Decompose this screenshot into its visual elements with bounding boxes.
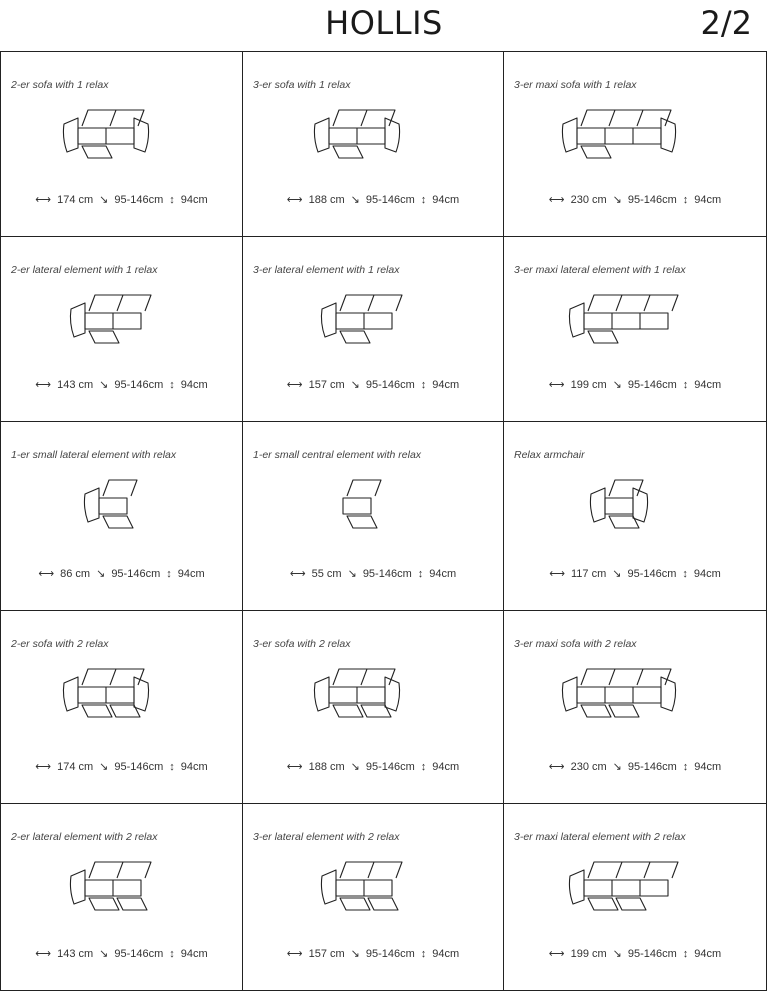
width-value: 86 cm — [60, 568, 91, 580]
product-name: 2-er lateral element with 1 relax — [11, 264, 158, 276]
arrow-diagonal-icon: ↘ — [350, 194, 360, 206]
height-value: 94cm — [432, 379, 460, 391]
depth-value: 95-146cm — [365, 194, 415, 206]
arrow-up-down-icon: ↕ — [417, 568, 424, 580]
depth-value: 95-146cm — [627, 379, 677, 391]
product-name: 3-er maxi lateral element with 1 relax — [514, 264, 686, 276]
sofa-drawing — [318, 289, 428, 356]
product-cell — [243, 237, 504, 422]
arrow-left-right-icon: ⟷ — [286, 948, 303, 960]
dimensions — [1, 193, 242, 206]
dimensions — [243, 378, 503, 391]
arrow-diagonal-icon: ↘ — [350, 761, 360, 773]
product-cell — [1, 611, 243, 804]
arrow-left-right-icon: ⟷ — [548, 194, 565, 206]
product-name: 2-er sofa with 1 relax — [11, 79, 109, 91]
page-number: 2/2 — [700, 4, 752, 42]
height-value: 94cm — [432, 761, 460, 773]
height-value: 94cm — [694, 379, 722, 391]
product-name: 2-er sofa with 2 relax — [11, 638, 109, 650]
sofa-drawing — [60, 663, 184, 730]
product-cell — [504, 52, 767, 237]
arrow-up-down-icon: ↕ — [169, 379, 175, 391]
depth-value: 95-146cm — [362, 568, 412, 580]
arrow-diagonal-icon: ↘ — [99, 379, 109, 391]
arrow-left-right-icon: ⟷ — [548, 761, 565, 773]
arrow-left-right-icon: ⟷ — [286, 761, 303, 773]
dimensions — [1, 567, 242, 580]
arrow-diagonal-icon: ↘ — [350, 379, 360, 391]
width-value: 199 cm — [570, 948, 607, 960]
arrow-diagonal-icon: ↘ — [347, 568, 357, 580]
product-cell — [1, 422, 243, 611]
height-value: 94cm — [180, 948, 208, 960]
arrow-diagonal-icon: ↘ — [612, 568, 622, 580]
width-value: 143 cm — [57, 948, 94, 960]
width-value: 55 cm — [311, 568, 342, 580]
width-value: 230 cm — [570, 194, 607, 206]
product-name: Relax armchair — [514, 449, 585, 461]
width-value: 188 cm — [308, 194, 345, 206]
arrow-diagonal-icon: ↘ — [99, 948, 109, 960]
width-value: 188 cm — [308, 761, 345, 773]
product-cell — [1, 237, 243, 422]
dimensions — [243, 567, 503, 580]
arrow-up-down-icon: ↕ — [682, 379, 689, 391]
arrow-diagonal-icon: ↘ — [96, 568, 106, 580]
depth-value: 95-146cm — [114, 194, 164, 206]
product-name: 3-er maxi sofa with 1 relax — [514, 79, 637, 91]
height-value: 94cm — [694, 761, 722, 773]
height-value: 94cm — [180, 761, 208, 773]
arrow-up-down-icon: ↕ — [682, 761, 689, 773]
width-value: 157 cm — [308, 379, 345, 391]
product-name: 3-er sofa with 2 relax — [253, 638, 351, 650]
arrow-up-down-icon: ↕ — [420, 194, 427, 206]
arrow-left-right-icon: ⟷ — [289, 568, 306, 580]
arrow-up-down-icon: ↕ — [682, 568, 688, 580]
depth-value: 95-146cm — [627, 194, 677, 206]
arrow-left-right-icon: ⟷ — [35, 194, 52, 206]
height-value: 94cm — [693, 568, 721, 580]
dimensions — [504, 378, 766, 391]
product-title: HOLLIS — [325, 4, 443, 42]
product-cell — [243, 52, 504, 237]
product-cell — [504, 237, 767, 422]
dimensions — [1, 378, 242, 391]
sofa-drawing — [67, 856, 177, 923]
dimensions — [504, 193, 766, 206]
width-value: 199 cm — [570, 379, 607, 391]
arrow-left-right-icon: ⟷ — [35, 948, 52, 960]
depth-value: 95-146cm — [365, 948, 415, 960]
arrow-diagonal-icon: ↘ — [99, 194, 109, 206]
arrow-left-right-icon: ⟷ — [286, 379, 303, 391]
product-name: 1-er small lateral element with relax — [11, 449, 177, 461]
height-value: 94cm — [432, 194, 460, 206]
depth-value: 95-146cm — [114, 948, 164, 960]
product-name: 3-er sofa with 1 relax — [253, 79, 351, 91]
product-cell — [1, 52, 243, 237]
product-cell — [504, 804, 767, 991]
sofa-drawing — [566, 856, 704, 923]
product-name: 3-er lateral element with 1 relax — [253, 264, 400, 276]
arrow-up-down-icon: ↕ — [169, 948, 175, 960]
arrow-up-down-icon: ↕ — [420, 761, 427, 773]
dimensions — [504, 760, 766, 773]
height-value: 94cm — [177, 568, 205, 580]
arrow-left-right-icon: ⟷ — [549, 568, 565, 580]
arrow-up-down-icon: ↕ — [420, 379, 427, 391]
sofa-drawing — [566, 289, 704, 356]
arrow-up-down-icon: ↕ — [682, 948, 689, 960]
depth-value: 95-146cm — [365, 761, 415, 773]
product-cell — [504, 422, 767, 611]
height-value: 94cm — [180, 379, 208, 391]
arrow-left-right-icon: ⟷ — [548, 379, 565, 391]
arrow-up-down-icon: ↕ — [169, 194, 175, 206]
product-name: 1-er small central element with relax — [253, 449, 422, 461]
width-value: 143 cm — [57, 379, 94, 391]
arrow-left-right-icon: ⟷ — [35, 379, 52, 391]
dimensions — [504, 947, 766, 960]
arrow-left-right-icon: ⟷ — [38, 568, 55, 580]
sofa-drawing — [311, 104, 435, 171]
dimensions — [1, 760, 242, 773]
depth-value: 95-146cm — [114, 379, 164, 391]
depth-value: 95-146cm — [627, 948, 677, 960]
arrow-diagonal-icon: ↘ — [99, 761, 109, 773]
sofa-drawing — [559, 104, 711, 171]
height-value: 94cm — [432, 948, 460, 960]
sofa-drawing — [559, 663, 711, 730]
product-name: 3-er maxi lateral element with 2 relax — [514, 831, 686, 843]
sofa-drawing — [339, 474, 407, 541]
arrow-diagonal-icon: ↘ — [612, 761, 622, 773]
product-name: 2-er lateral element with 2 relax — [11, 831, 158, 843]
sofa-drawing — [311, 663, 435, 730]
arrow-left-right-icon: ⟷ — [548, 948, 565, 960]
sofa-drawing — [67, 289, 177, 356]
depth-value: 95-146cm — [365, 379, 415, 391]
width-value: 117 cm — [570, 568, 607, 580]
height-value: 94cm — [694, 194, 722, 206]
product-name: 3-er lateral element with 2 relax — [253, 831, 400, 843]
product-cell — [243, 804, 504, 991]
product-cell — [1, 804, 243, 991]
sofa-drawing — [60, 104, 184, 171]
product-cell — [504, 611, 767, 804]
arrow-up-down-icon: ↕ — [682, 194, 689, 206]
depth-value: 95-146cm — [627, 568, 677, 580]
sofa-drawing — [318, 856, 428, 923]
dimensions — [243, 760, 503, 773]
height-value: 94cm — [694, 948, 722, 960]
product-grid — [0, 51, 767, 991]
arrow-diagonal-icon: ↘ — [350, 948, 360, 960]
sofa-drawing — [81, 474, 163, 541]
dimensions — [243, 193, 503, 206]
product-cell — [243, 422, 504, 611]
arrow-up-down-icon: ↕ — [166, 568, 172, 580]
product-name: 3-er maxi sofa with 2 relax — [514, 638, 637, 650]
width-value: 174 cm — [57, 761, 94, 773]
height-value: 94cm — [429, 568, 457, 580]
width-value: 174 cm — [57, 194, 94, 206]
width-value: 230 cm — [570, 761, 607, 773]
arrow-diagonal-icon: ↘ — [612, 194, 622, 206]
dimensions — [504, 567, 766, 580]
dimensions — [243, 947, 503, 960]
height-value: 94cm — [180, 194, 208, 206]
arrow-left-right-icon: ⟷ — [35, 761, 52, 773]
arrow-up-down-icon: ↕ — [420, 948, 427, 960]
width-value: 157 cm — [308, 948, 345, 960]
depth-value: 95-146cm — [627, 761, 677, 773]
dimensions — [1, 947, 242, 960]
arrow-diagonal-icon: ↘ — [612, 379, 622, 391]
arrow-diagonal-icon: ↘ — [612, 948, 622, 960]
depth-value: 95-146cm — [111, 568, 161, 580]
arrow-left-right-icon: ⟷ — [286, 194, 303, 206]
sofa-drawing — [587, 474, 683, 541]
depth-value: 95-146cm — [114, 761, 164, 773]
product-cell — [243, 611, 504, 804]
arrow-up-down-icon: ↕ — [169, 761, 175, 773]
